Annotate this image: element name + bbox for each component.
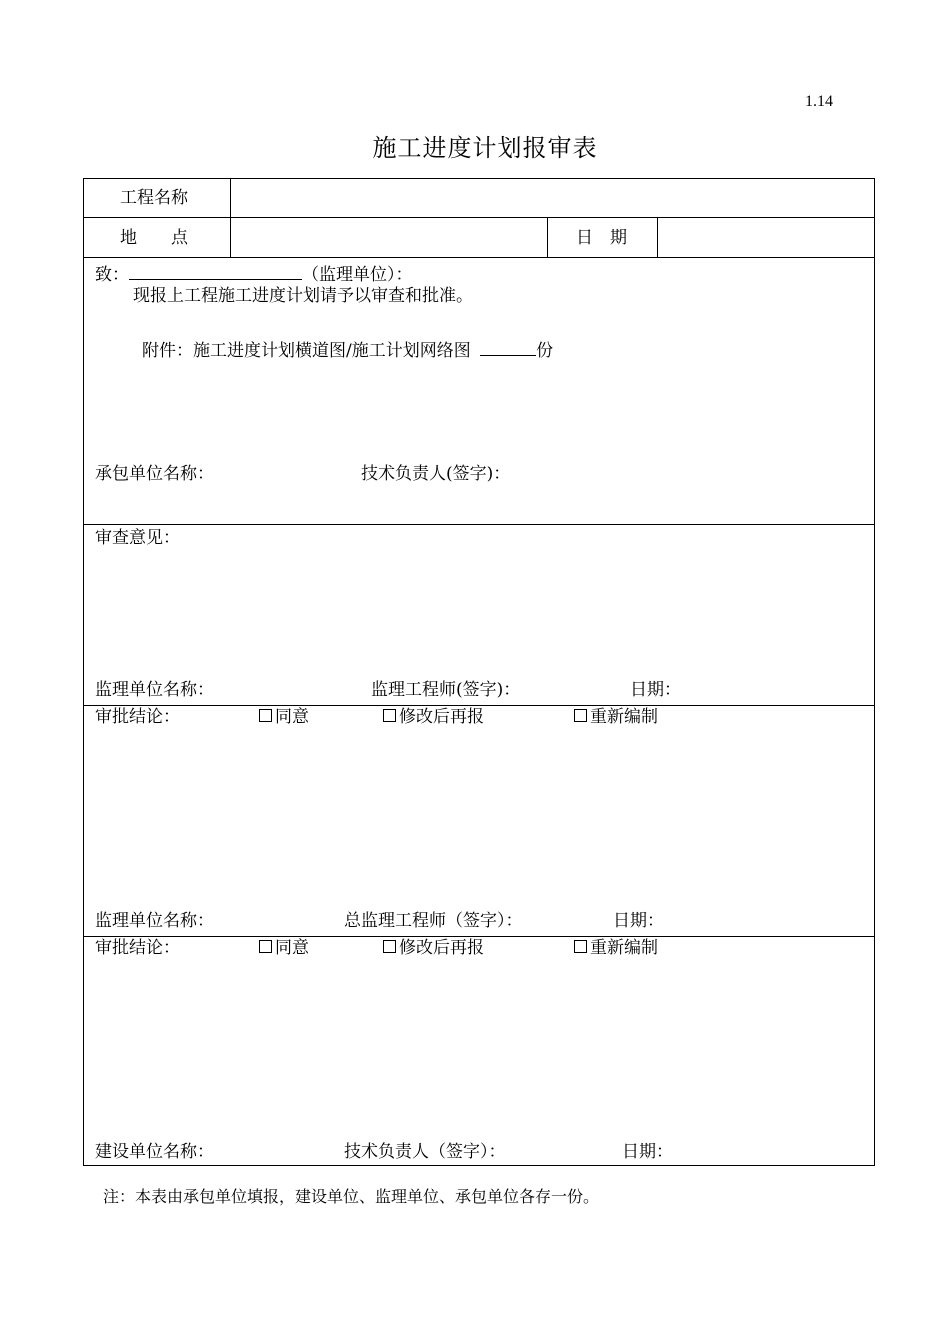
review-opinion-label: 审查意见：	[95, 528, 180, 548]
engineer-signature-label: 监理工程师(签字)：	[371, 680, 521, 700]
form-number: 1.14	[805, 93, 833, 110]
project-name-label: 工程名称	[120, 188, 188, 208]
tech-lead-signature-label: 技术负责人(签字)：	[361, 464, 511, 484]
approval1-date-label: 日期：	[613, 911, 664, 931]
footnote: 注：本表由承包单位填报，建设单位、监理单位、承包单位各存一份。	[103, 1187, 600, 1206]
approval1-unit-label: 监理单位名称：	[95, 911, 214, 931]
approval2-option-revise[interactable]: 修改后再报	[383, 940, 484, 957]
approval1-comment-field[interactable]	[92, 735, 868, 905]
approval1-option-agree[interactable]: 同意	[259, 709, 309, 726]
to-suffix: （监理单位）：	[302, 265, 413, 285]
form-title: 施工进度计划报审表	[372, 134, 598, 162]
checkbox-icon[interactable]	[574, 940, 587, 953]
review-date-label: 日期：	[630, 680, 681, 700]
to-prefix: 致：	[95, 265, 129, 285]
to-line	[95, 263, 413, 284]
owner-unit-label: 建设单位名称：	[95, 1142, 214, 1162]
approval1-option-redo[interactable]: 重新编制	[574, 709, 658, 726]
attachment-count-blank[interactable]	[480, 339, 536, 356]
checkbox-icon[interactable]	[383, 940, 396, 953]
chief-engineer-signature-label: 总监理工程师（签字）：	[344, 911, 523, 931]
project-name-field[interactable]	[234, 181, 870, 215]
approval2-comment-field[interactable]	[92, 966, 868, 1136]
supervision-unit-blank[interactable]	[129, 263, 302, 280]
location-field[interactable]	[234, 220, 544, 254]
column-divider	[230, 179, 231, 257]
row-divider	[84, 705, 874, 706]
submission-body: 现报上工程施工进度计划请予以审查和批准。	[133, 286, 473, 306]
approval2-option-agree[interactable]: 同意	[259, 940, 309, 957]
attachment-line	[142, 339, 553, 360]
contractor-label: 承包单位名称：	[95, 464, 214, 484]
row-divider	[84, 257, 874, 258]
approval2-conclusion-label: 审批结论：	[95, 938, 180, 958]
date-field[interactable]	[661, 220, 870, 254]
checkbox-icon[interactable]	[383, 709, 396, 722]
row-divider	[84, 524, 874, 525]
checkbox-icon[interactable]	[574, 709, 587, 722]
approval-form-table	[83, 178, 875, 1166]
owner-tech-lead-signature-label: 技术负责人（签字）：	[344, 1142, 506, 1162]
attachment-label: 附件：施工进度计划横道图/施工计划网络图	[142, 341, 471, 361]
approval2-date-label: 日期：	[622, 1142, 673, 1162]
approval1-option-revise[interactable]: 修改后再报	[383, 709, 484, 726]
row-divider	[84, 936, 874, 937]
column-divider	[657, 217, 658, 257]
checkbox-icon[interactable]	[259, 709, 272, 722]
column-divider	[547, 217, 548, 257]
attachment-unit: 份	[536, 341, 554, 361]
review-opinion-field[interactable]	[92, 554, 868, 674]
location-label: 地 点	[120, 228, 188, 248]
row-divider	[84, 217, 874, 218]
review-unit-label: 监理单位名称：	[95, 680, 214, 700]
approval1-conclusion-label: 审批结论：	[95, 707, 180, 727]
approval2-option-redo[interactable]: 重新编制	[574, 940, 658, 957]
date-label: 日 期	[576, 228, 627, 248]
checkbox-icon[interactable]	[259, 940, 272, 953]
